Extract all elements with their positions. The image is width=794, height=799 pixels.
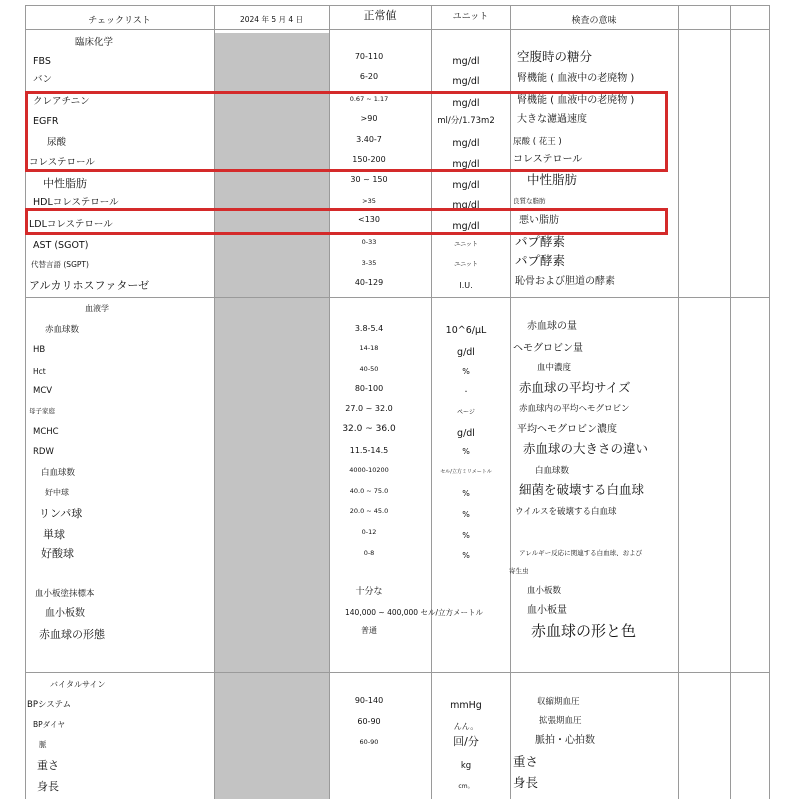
unit-value: mg/dl: [452, 56, 480, 67]
unit-value: %: [462, 489, 470, 498]
normal-value: 40-129: [354, 278, 384, 287]
item-name: 母子家庭: [29, 407, 55, 415]
item-name: コレステロール: [29, 157, 95, 168]
item-name: Hct: [33, 367, 46, 376]
item-name: 代替言語 (SGPT): [31, 260, 89, 269]
meaning-text: 空腹時の糖分: [517, 49, 593, 64]
meaning-text: 血小板数: [527, 586, 562, 596]
unit-value: ページ: [457, 409, 475, 416]
normal-value: 11.5-14.5: [349, 446, 389, 455]
normal-value: 普通: [361, 626, 377, 635]
meaning-text: コレステロール: [513, 154, 583, 165]
header-unit: ユニット: [452, 11, 489, 22]
normal-value: 40-50: [359, 365, 379, 373]
meaning-text: ウイルスを破壊する白血球: [515, 507, 617, 517]
unit-value: mmHg: [450, 700, 482, 711]
unit-value: %: [462, 551, 470, 560]
item-name: 血小板塗抹標本: [35, 589, 95, 599]
unit-value: I.U.: [459, 281, 473, 290]
meaning-text: 中性脂肪: [527, 172, 578, 187]
grid-line: [769, 5, 770, 799]
meaning-text: 収縮期血圧: [537, 697, 580, 707]
meaning-text: 赤血球の平均サイズ: [519, 380, 631, 395]
unit-value: ユニット: [454, 261, 478, 268]
meaning-text: 細菌を破壊する白血球: [519, 482, 645, 497]
normal-value: 90-140: [354, 696, 384, 705]
normal-value: <130: [358, 215, 380, 224]
unit-value: mg/dl: [452, 138, 480, 149]
normal-value: 150-200: [352, 155, 386, 164]
meaning-text: 腎機能 ( 血液中の老廃物 ): [517, 95, 635, 106]
item-name: 重さ: [37, 759, 59, 772]
item-name: 単球: [43, 528, 65, 541]
normal-value: 60-90: [357, 717, 381, 726]
unit-value: %: [462, 367, 470, 376]
item-name: 身長: [37, 780, 59, 793]
meaning-text: 赤血球の形と色: [531, 622, 637, 640]
unit-value: kg: [460, 761, 472, 771]
item-name: 赤血球数: [45, 325, 80, 335]
normal-value: >35: [362, 197, 376, 205]
meaning-text: 赤血球内の平均ヘモグロビン: [519, 404, 630, 414]
meaning-text: 白血球数: [535, 466, 570, 476]
normal-value: 14-18: [359, 344, 379, 352]
grid-line: [730, 5, 731, 799]
item-name: 尿酸: [47, 137, 67, 148]
meaning-text: パプ酵素: [515, 234, 566, 249]
normal-value: 40.0 ~ 75.0: [349, 487, 389, 495]
unit-value: %: [462, 531, 470, 540]
checklist-table: [25, 5, 770, 799]
item-name: FBS: [33, 56, 51, 67]
meaning-text: 良質な脂肪: [513, 197, 546, 205]
meaning-text: 重さ: [513, 754, 539, 769]
unit-value: mg/dl: [452, 200, 480, 211]
highlight-box: [25, 208, 668, 235]
normal-value: 70-110: [354, 52, 384, 61]
normal-value: 4000-10200: [349, 466, 389, 474]
meaning-text: 身長: [513, 775, 539, 790]
grid-line: [25, 297, 770, 298]
unit-value: ユニット: [454, 241, 478, 248]
header-date: 2024 年 5 月 4 日: [239, 14, 304, 24]
item-name: クレアチニン: [33, 96, 90, 107]
normal-value: 3.8-5.4: [354, 324, 384, 333]
section-clinical: 臨床化学: [75, 37, 114, 48]
item-name: 白血球数: [41, 468, 76, 478]
item-name: BPシステム: [27, 700, 72, 710]
meaning-text: 平均ヘモグロビン濃度: [517, 424, 617, 435]
unit-value: mg/dl: [452, 180, 480, 191]
meaning-text: 血小板量: [527, 605, 567, 616]
normal-value: 20.0 ~ 45.0: [349, 507, 389, 515]
meaning-text: アレルギー反応に関連する白血球、および: [519, 549, 643, 557]
normal-value: 0-12: [361, 528, 377, 536]
header-checklist: チェックリスト: [88, 15, 151, 26]
normal-value: 6-20: [359, 72, 379, 81]
unit-value: .: [464, 384, 468, 395]
item-name: バン: [33, 74, 53, 85]
item-name: BPダイヤ: [33, 720, 66, 729]
normal-value: 3.40-7: [356, 135, 382, 144]
unit-value: セル/立方ミリメートル: [440, 469, 492, 475]
unit-value: 回/分: [453, 735, 479, 748]
unit-value: 10^6/μL: [445, 325, 487, 336]
unit-value: mg/dl: [452, 221, 480, 232]
unit-value: cm。: [458, 783, 474, 790]
grid-line: [678, 5, 679, 799]
meaning-text: 腎機能 ( 血液中の老廃物 ): [517, 73, 635, 84]
meaning-text: 大きな濾過速度: [517, 114, 587, 125]
item-name: AST (SGOT): [33, 240, 89, 251]
item-name: 好中球: [45, 488, 69, 497]
item-name: MCV: [33, 386, 53, 396]
meaning-text: ヘモグロビン量: [513, 343, 583, 354]
item-name: EGFR: [33, 116, 59, 127]
item-name: LDLコレステロール: [29, 219, 113, 230]
normal-value: 80-100: [354, 384, 384, 393]
normal-value: 30 ~ 150: [350, 175, 388, 184]
item-name: 血小板数: [45, 608, 85, 619]
meaning-text: 拡張期血圧: [539, 716, 582, 726]
highlight-box: [25, 91, 668, 172]
unit-value: んん。: [453, 722, 479, 731]
header-normal: 正常値: [363, 9, 397, 22]
meaning-text: 恥骨および胆道の酵素: [515, 276, 615, 287]
item-name: 中性脂肪: [43, 177, 87, 190]
normal-value: 0-33: [361, 238, 377, 246]
item-name: HDLコレステロール: [33, 197, 119, 208]
normal-value: 3-35: [361, 259, 377, 267]
meaning-text: 悪い脂肪: [519, 215, 559, 226]
meaning-text: 血中濃度: [537, 363, 572, 373]
unit-value: %: [462, 510, 470, 519]
item-name: アルカリホスファターゼ: [29, 279, 150, 292]
grid-line: [25, 672, 770, 673]
meaning-text: パプ酵素: [515, 253, 566, 268]
normal-value: 60-90: [359, 738, 379, 746]
meaning-text: 赤血球の量: [527, 321, 577, 332]
header-meaning: 検査の意味: [571, 15, 617, 26]
meaning-text: 赤血球の大きさの違い: [523, 441, 649, 456]
normal-value: 0.67 ~ 1.17: [349, 95, 389, 103]
section-blood: 血液学: [85, 304, 109, 313]
item-name: 好酸球: [41, 547, 74, 560]
unit-value: g/dl: [457, 347, 475, 358]
unit-value: mg/dl: [452, 98, 480, 109]
normal-value: 十分な: [355, 587, 383, 597]
item-name: MCHC: [33, 427, 59, 437]
normal-value: 0-8: [363, 549, 375, 557]
normal-value: 32.0 ~ 36.0: [342, 424, 396, 434]
meaning-text: 寄生虫: [509, 567, 529, 575]
normal-value: 27.0 ~ 32.0: [345, 404, 393, 413]
section-vital: バイタルサイン: [50, 680, 106, 689]
normal-value: >90: [360, 114, 378, 123]
item-name: HB: [33, 345, 46, 355]
item-name: リンパ球: [39, 507, 83, 520]
item-name: 赤血球の形態: [39, 628, 105, 641]
item-name: RDW: [33, 447, 54, 457]
item-name: 脈: [39, 740, 47, 749]
unit-value: mg/dl: [452, 159, 480, 170]
unit-value: %: [462, 447, 470, 456]
unit-value: ml/分/1.73m2: [437, 116, 495, 126]
unit-value: mg/dl: [452, 76, 480, 87]
meaning-text: 脈拍・心拍数: [535, 735, 595, 746]
meaning-text: 尿酸 ( 花王 ): [513, 137, 562, 147]
normal-value: 140,000 ~ 400,000 セル/立方メートル: [345, 608, 483, 617]
unit-value: g/dl: [457, 428, 475, 439]
